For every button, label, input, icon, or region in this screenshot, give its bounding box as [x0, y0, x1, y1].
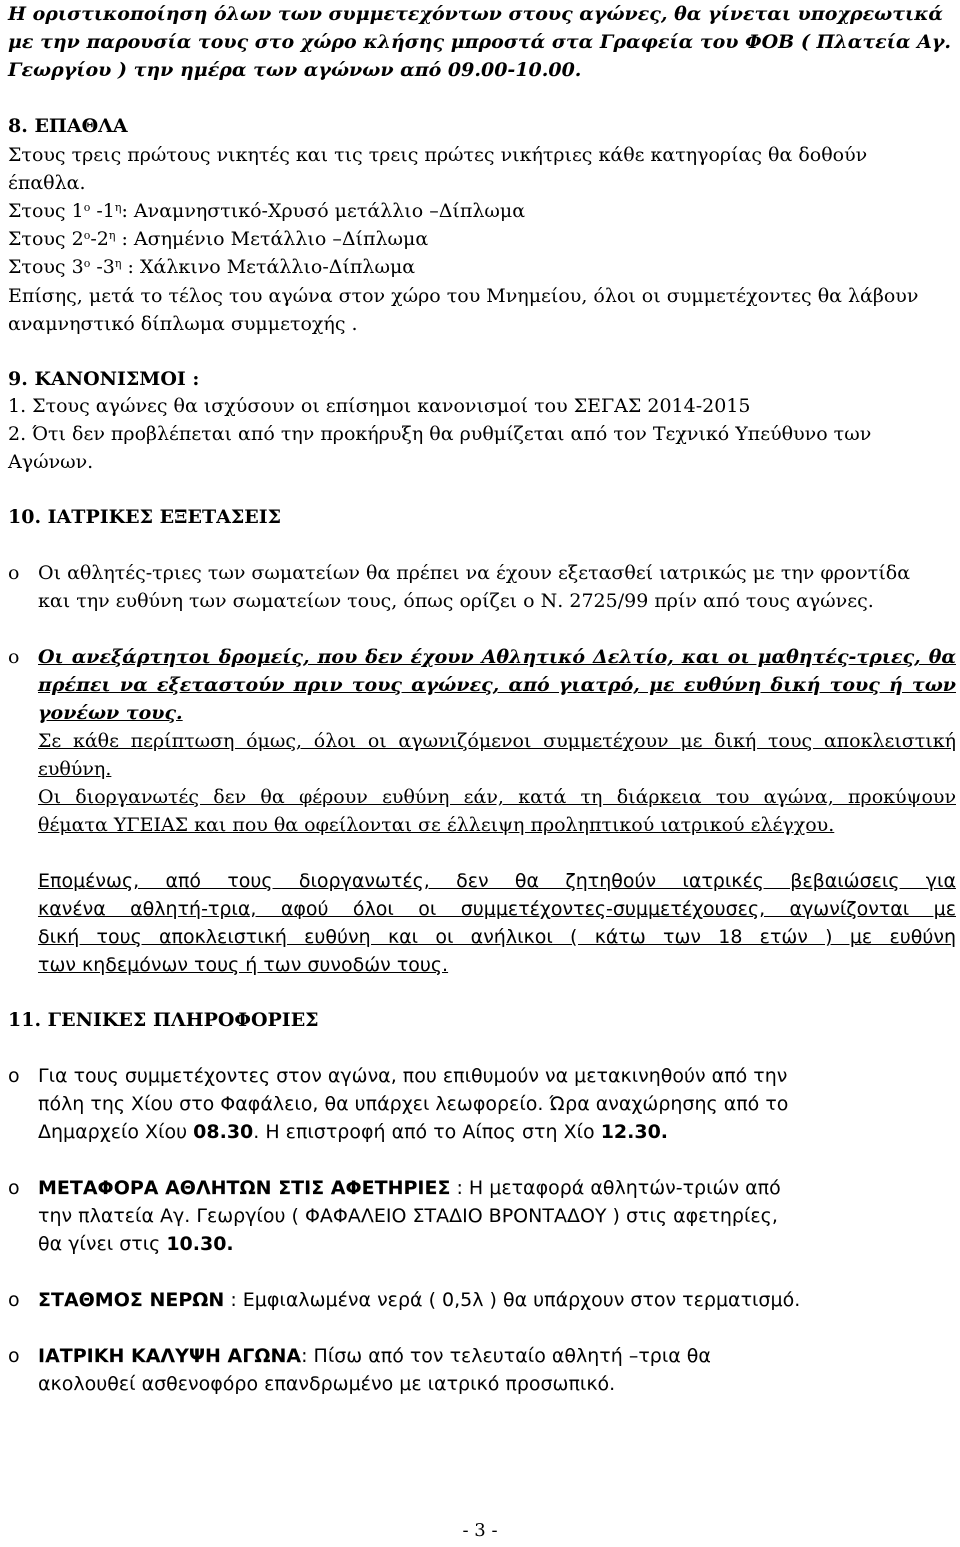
medical-bullet-2-line-1: Οι ανεξάρτητοι δρομείς, που δεν έχουν Αθλητικό Δελτίο, και οι μαθητές-τριες, θα — [38, 646, 956, 668]
info-medical-cover-line-2: ακολουθεί ασθενοφόρο επανδρωμένο με ιατρικό προσωπικό. — [38, 1373, 616, 1395]
medical-paragraph-line-1: Επομένως, από τους διοργανωτές, δεν θα ζητηθούν ιατρικές βεβαιώσεις για — [38, 870, 956, 892]
info-bus-line-2: πόλη της Χίου στο Φαφάλειο, θα υπάρχει λεωφορείο. Ώρα αναχώρησης από το — [38, 1093, 789, 1115]
s8-paragraph-line-2: έπαθλα. — [8, 172, 86, 194]
medical-bullet-2-line-5: ευθύνη. — [38, 758, 112, 780]
medical-bullet-1-line-2: και την ευθύνη των σωματείων τους, όπως ορίζει ο Ν. 2725/99 πρίν από τους αγώνες. — [38, 590, 874, 612]
s8-note-line-1: Επίσης, μετά το τέλος του αγώνα στον χώρο του Μνημείου, όλοι οι συμμετέχοντες θα λάβουν — [8, 285, 919, 307]
info-bus-line-1: Για τους συμμετέχοντες στον αγώνα, που επιθυμούν να μετακινηθούν από την — [38, 1065, 788, 1087]
intro-line-1: Η οριστικοποίηση όλων των συμμετεχόντων στους αγώνες, θα γίνεται υποχρεωτικά — [8, 3, 944, 25]
award-row-1: Στους $1^o$ $-1^\eta$: Αναμνηστικό-Χρυσό μετάλλιο –Δίπλωμα — [8, 200, 526, 222]
info-medical-cover-line-1: ΙΑΤΡΙΚΗ ΚΑΛΥΨΗ ΑΓΩΝΑ: Πίσω από τον τελευταίο αθλητή –τρια θα — [38, 1345, 711, 1367]
info-transport-line-3: θα γίνει στις 10.30. — [38, 1233, 234, 1255]
info-water-station: ΣΤΑΘΜΟΣ ΝΕΡΩΝ : Εμφιαλωμένα νερά ( 0,5λ ) θα υπάρχουν στον τερματισμό. — [38, 1289, 801, 1311]
section-11-heading: 11. ΓΕΝΙΚΕΣ ΠΛΗΡΟΦΟΡΙΕΣ — [8, 1009, 319, 1031]
medical-bullet-2-line-7: θέματα ΥΓΕΙΑΣ και που θα οφείλονται σε έλλειψη προληπτικού ιατρικού ελέγχου. — [38, 814, 835, 836]
medical-paragraph-line-4: των κηδεμόνων τους ή των συνοδών τους. — [38, 954, 449, 976]
award-row-3: Στους $3^o$ $-3^\eta$ : Χάλκινο Μετάλλιο-Δίπλωμα — [8, 256, 416, 278]
bullet-marker: o — [8, 1065, 20, 1087]
info-transport-line-1: ΜΕΤΑΦΟΡΑ ΑΘΛΗΤΩΝ ΣΤΙΣ ΑΦΕΤΗΡΙΕΣ : Η μεταφορά αθλητών-τριών από — [38, 1177, 781, 1199]
section-10-heading: 10. ΙΑΤΡΙΚΕΣ ΕΞΕΤΑΣΕΙΣ — [8, 506, 282, 528]
page-number: - 3 - — [462, 1520, 498, 1541]
medical-bullet-1-line-1: Οι αθλητές-τριες των σωματείων θα πρέπει να έχουν εξετασθεί ιατρικώς με την φροντίδα — [38, 562, 911, 584]
medical-paragraph-line-3: δική τους αποκλειστική ευθύνη και οι ανήλικοι ( κάτω των 18 ετών ) με ευθύνη — [38, 926, 956, 948]
intro-line-3: Γεωργίου ) την ημέρα των αγώνων από 09.00-10.00. — [8, 59, 582, 81]
s8-paragraph-line-1: Στους τρεις πρώτους νικητές και τις τρεις πρώτες νικήτριες κάθε κατηγορίας θα δοθούν — [8, 144, 868, 166]
bullet-marker: o — [8, 646, 20, 668]
medical-paragraph-line-2: κανένα αθλητή-τρια, αφού όλοι οι συμμετέχοντες-συμμετέχουσες, αγωνίζονται με — [38, 898, 956, 920]
intro-line-2: με την παρουσία τους στο χώρο κλήσης μπροστά στα Γραφεία του ΦΟΒ ( Πλατεία Αγ. — [8, 31, 952, 53]
bullet-marker: o — [8, 1345, 20, 1367]
bullet-marker: o — [8, 1289, 20, 1311]
medical-bullet-2-line-4: Σε κάθε περίπτωση όμως, όλοι οι αγωνιζόμενοι συμμετέχουν με δική τους αποκλειστική — [38, 730, 956, 752]
rule-item-2-line-2: Αγώνων. — [8, 451, 94, 473]
medical-bullet-2-line-3: γονέων τους. — [38, 702, 183, 724]
bullet-marker: o — [8, 1177, 20, 1199]
info-bus-line-3: Δημαρχείο Χίου 08.30. Η επιστροφή από το Αίπος στη Χίο 12.30. — [38, 1121, 669, 1143]
info-transport-line-2: την πλατεία Αγ. Γεωργίου ( ΦΑΦΑΛΕΙΟ ΣΤΑΔΙΟ ΒΡΟΝΤΑΔΟΥ ) στις αφετηρίες, — [38, 1205, 778, 1227]
award-row-2: Στους $2^o-2^\eta$ : Ασημένιο Μετάλλιο –Δίπλωμα — [8, 228, 429, 250]
section-9-heading: 9. ΚΑΝΟΝΙΣΜΟΙ : — [8, 368, 200, 390]
rule-item-1: 1. Στους αγώνες θα ισχύσουν οι επίσημοι κανονισμοί του ΣΕΓΑΣ 2014-2015 — [8, 395, 751, 417]
medical-bullet-2-line-6: Οι διοργανωτές δεν θα φέρουν ευθύνη εάν, κατά τη διάρκεια του αγώνα, προκύψουν — [38, 786, 956, 808]
medical-bullet-2-line-2: πρέπει να εξεταστούν πριν τους αγώνες, από γιατρό, με ευθύνη δική τους ή των — [38, 674, 956, 696]
rule-item-2-line-1: 2. Ότι δεν προβλέπεται από την προκήρυξη θα ρυθμίζεται από τον Τεχνικό Υπεύθυνο των — [8, 423, 872, 445]
bullet-marker: o — [8, 562, 20, 584]
s8-note-line-2: αναμνηστικό δίπλωμα συμμετοχής . — [8, 313, 358, 335]
section-8-heading: 8. ΕΠΑΘΛΑ — [8, 115, 128, 137]
